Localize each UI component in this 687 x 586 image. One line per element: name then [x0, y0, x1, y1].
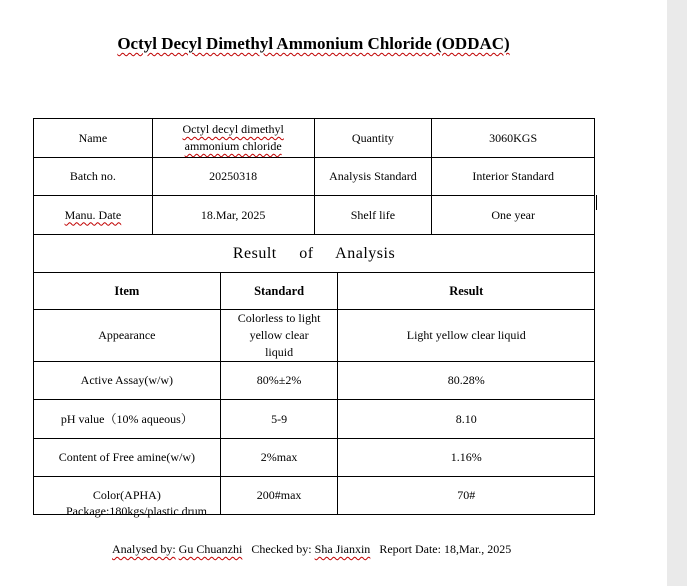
analysis-row-appearance	[34, 310, 595, 362]
manu-date-label: Manu. Date	[34, 196, 153, 235]
manu-date-value: 18.Mar, 2025	[152, 196, 314, 235]
document-title: Octyl Decyl Dimethyl Ammonium Chloride (ODDAC)	[117, 34, 510, 53]
analysis-standard-label: Analysis Standard	[314, 158, 432, 196]
result-header: Result	[338, 273, 595, 310]
analysis-row-active-assay	[34, 362, 595, 400]
certificate-table	[33, 118, 595, 515]
standard-cell: Colorless to light yellow clear liquid	[220, 310, 338, 362]
batch-value: 20250318	[152, 158, 314, 196]
result-cell: 8.10	[338, 400, 595, 439]
shelf-life-value: One year	[432, 196, 595, 235]
info-row-name	[34, 119, 595, 158]
info-row-batch	[34, 158, 595, 196]
result-of-analysis-heading: Result of Analysis	[34, 235, 595, 273]
package-note: Package:180kgs/plastic drum	[66, 504, 207, 518]
shelf-life-label: Shelf life	[314, 196, 432, 235]
name-label: Name	[34, 119, 153, 158]
item-cell: Content of Free amine(w/w)	[34, 439, 221, 477]
checked-name: Sha Jianxin	[314, 542, 371, 556]
info-row-manu-date	[34, 196, 595, 235]
page-gutter	[667, 0, 687, 586]
standard-cell: 5-9	[220, 400, 338, 439]
signature-line	[112, 542, 511, 557]
standard-cell: 2%max	[220, 439, 338, 477]
quantity-value: 3060KGS	[432, 119, 595, 158]
analysis-header-row	[34, 273, 595, 310]
batch-label: Batch no.	[34, 158, 153, 196]
item-cell: Active Assay(w/w)	[34, 362, 221, 400]
analysed-label: Analysed by:	[112, 542, 176, 556]
report-date: Report Date: 18,Mar., 2025	[379, 542, 512, 556]
result-cell: 80.28%	[338, 362, 595, 400]
item-cell: Color(APHA)	[34, 477, 221, 515]
result-cell: Light yellow clear liquid	[338, 310, 595, 362]
analysis-row-free-amine	[34, 439, 595, 477]
standard-cell: 80%±2%	[220, 362, 338, 400]
result-cell: 70#	[338, 477, 595, 515]
text-cursor	[596, 195, 597, 210]
name-value: Octyl decyl dimethyl ammonium chloride	[152, 119, 314, 158]
item-header: Item	[34, 273, 221, 310]
analysis-standard-value: Interior Standard	[432, 158, 595, 196]
analysis-row-ph	[34, 400, 595, 439]
item-cell: pH value（10% aqueous）	[34, 400, 221, 439]
result-title-row	[34, 235, 595, 273]
quantity-label: Quantity	[314, 119, 432, 158]
standard-header: Standard	[220, 273, 338, 310]
analysed-name: Gu Chuanzhi	[178, 542, 243, 556]
checked-label: Checked by:	[251, 542, 312, 556]
result-cell: 1.16%	[338, 439, 595, 477]
standard-cell: 200#max	[220, 477, 338, 515]
item-cell: Appearance	[34, 310, 221, 362]
